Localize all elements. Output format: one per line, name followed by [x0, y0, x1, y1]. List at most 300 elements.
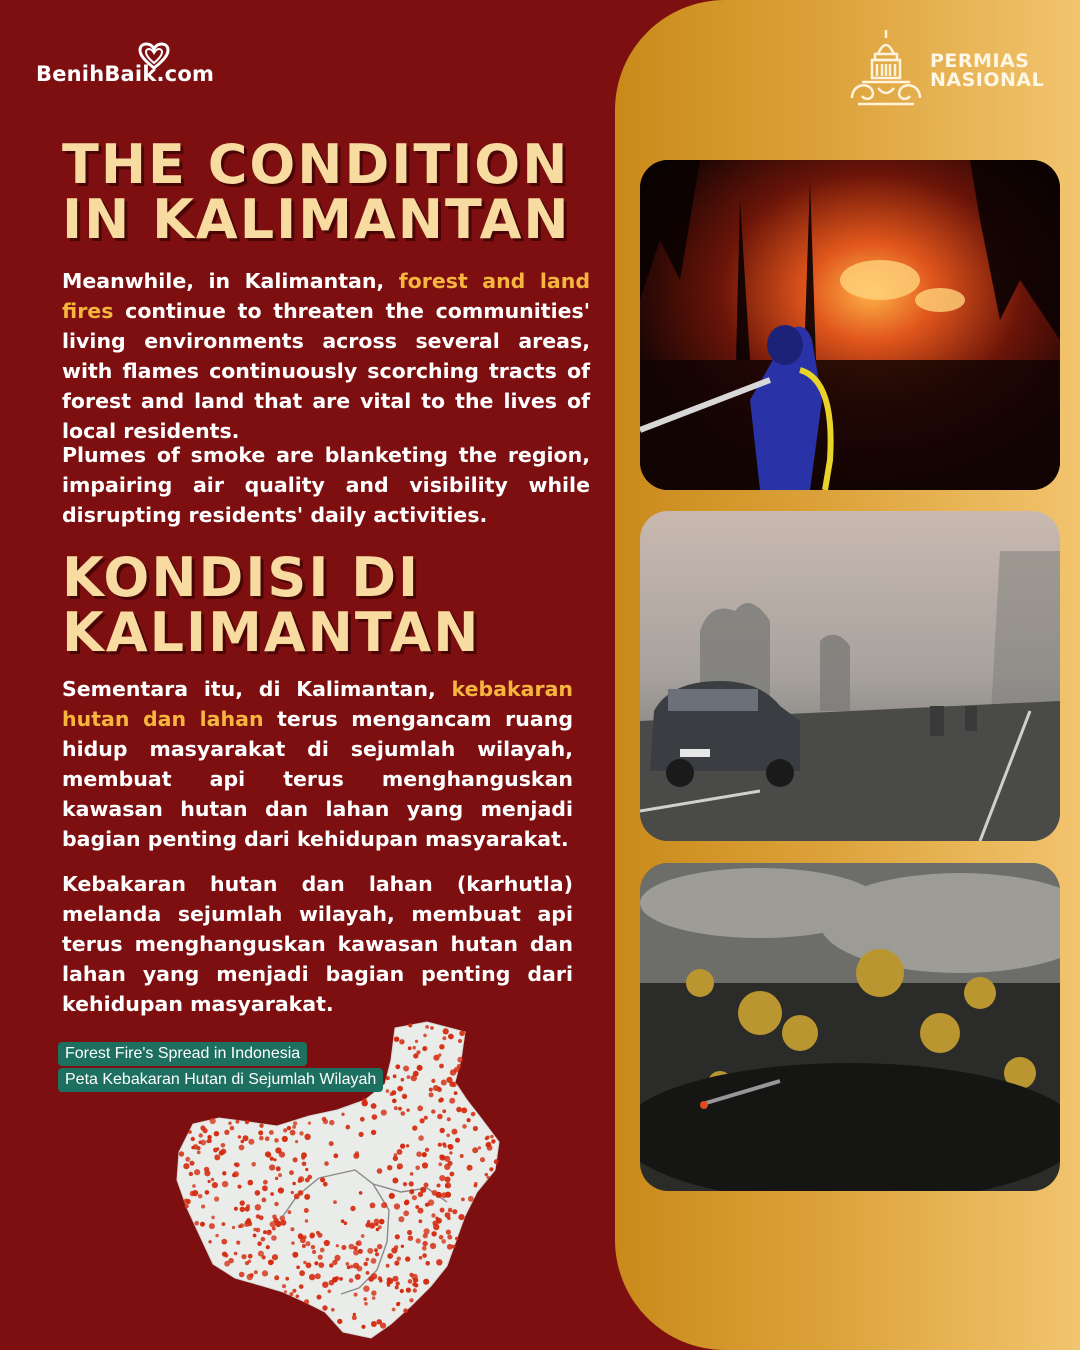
- fire-hotspot-dot: [266, 1230, 272, 1236]
- fire-hotspot-dot: [258, 1251, 264, 1257]
- fire-hotspot-dot: [371, 1258, 377, 1264]
- fire-hotspot-dot: [354, 1293, 358, 1297]
- fire-hotspot-dot: [302, 1244, 306, 1248]
- permias-line1: PERMIAS: [930, 50, 1030, 72]
- fire-hotspot-dot: [489, 1167, 493, 1171]
- fire-hotspot-dot: [424, 1228, 430, 1234]
- fire-hotspot-dot: [406, 1109, 409, 1112]
- fire-hotspot-dot: [207, 1135, 211, 1139]
- fire-hotspot-dot: [283, 1128, 287, 1132]
- fire-hotspot-dot: [222, 1222, 226, 1226]
- fire-hotspot-dot: [449, 1151, 452, 1154]
- fire-hotspot-dot: [408, 1046, 412, 1050]
- fire-hotspot-dot: [323, 1182, 328, 1187]
- fire-hotspot-dot: [301, 1156, 305, 1160]
- fire-hotspot-dot: [403, 1182, 407, 1186]
- fire-hotspot-dot: [296, 1295, 300, 1299]
- fire-hotspot-dot: [261, 1237, 266, 1242]
- fire-hotspot-dot: [311, 1245, 315, 1249]
- fire-hotspot-dot: [438, 1162, 442, 1166]
- fire-hotspot-dot: [371, 1103, 377, 1109]
- english-p1-before: Meanwhile, in Kalimantan,: [62, 269, 385, 293]
- fire-hotspot-dot: [262, 1198, 267, 1203]
- fire-hotspot-dot: [372, 1114, 378, 1120]
- fire-hotspot-dot: [394, 1261, 399, 1266]
- fire-hotspot-dot: [238, 1185, 242, 1189]
- fire-hotspot-dot: [199, 1133, 203, 1137]
- fire-hotspot-dot: [467, 1165, 473, 1171]
- fire-hotspot-dot: [239, 1145, 245, 1151]
- fire-hotspot-dot: [289, 1292, 293, 1296]
- fire-hotspot-dot: [392, 1178, 398, 1184]
- fire-hotspot-dot: [448, 1034, 454, 1040]
- fire-hotspot-dot: [408, 1236, 413, 1241]
- fire-hotspot-dot: [405, 1256, 410, 1261]
- fire-hotspot-dot: [329, 1141, 334, 1146]
- fire-hotspot-dot: [413, 1288, 417, 1292]
- fire-hotspot-dot: [331, 1308, 335, 1312]
- fire-hotspot-dot: [234, 1252, 238, 1256]
- fire-hotspot-dot: [394, 1106, 398, 1110]
- fire-hotspot-dot: [408, 1023, 412, 1027]
- fire-hotspot-dot: [461, 1107, 467, 1113]
- fire-hotspot-dot: [397, 1257, 401, 1261]
- fire-hotspot-dot: [296, 1266, 300, 1270]
- fire-hotspot-dot: [200, 1140, 206, 1146]
- fire-hotspot-dot: [486, 1136, 490, 1140]
- fire-hotspot-dot: [387, 1165, 392, 1170]
- fire-hotspot-dot: [266, 1245, 270, 1249]
- fire-hotspot-dot: [366, 1258, 370, 1262]
- fire-hotspot-dot: [399, 1039, 404, 1044]
- english-paragraph-1: [62, 266, 590, 446]
- fire-hotspot-dot: [189, 1172, 193, 1176]
- fire-hotspot-dot: [472, 1147, 478, 1153]
- fire-hotspot-dot: [322, 1282, 328, 1288]
- fire-hotspot-dot: [251, 1162, 256, 1167]
- fire-hotspot-dot: [431, 1109, 435, 1113]
- fire-hotspot-dot: [336, 1244, 339, 1247]
- fire-hotspot-dot: [241, 1254, 246, 1259]
- fire-hotspot-dot: [316, 1231, 320, 1235]
- fire-hotspot-dot: [236, 1120, 240, 1124]
- fire-hotspot-dot: [212, 1182, 218, 1188]
- fire-hotspot-dot: [388, 1255, 391, 1258]
- fire-hotspot-dot: [197, 1151, 201, 1155]
- fire-hotspot-dot: [474, 1182, 478, 1186]
- fire-hotspot-dot: [291, 1191, 294, 1194]
- fire-hotspot-dot: [386, 1264, 390, 1268]
- fire-hotspot-dot: [346, 1125, 351, 1130]
- fire-hotspot-dot: [183, 1163, 189, 1169]
- fire-hotspot-dot: [455, 1138, 460, 1143]
- fire-hotspot-dot: [208, 1240, 211, 1243]
- fire-hotspot-dot: [422, 1152, 427, 1157]
- fire-hotspot-dot: [423, 1279, 429, 1285]
- fire-hotspot-dot: [318, 1262, 324, 1268]
- fire-hotspot-dot: [367, 1248, 373, 1254]
- fire-hotspot-dot: [314, 1261, 318, 1265]
- fire-hotspot-dot: [257, 1241, 262, 1246]
- fire-hotspot-dot: [418, 1208, 424, 1214]
- fire-hotspot-dot: [196, 1146, 200, 1150]
- fire-hotspot-dot: [353, 1246, 358, 1251]
- fire-hotspot-dot: [379, 1219, 385, 1225]
- fire-hotspot-dot: [473, 1126, 478, 1131]
- fire-hotspot-dot: [324, 1240, 330, 1246]
- fire-hotspot-dot: [244, 1222, 249, 1227]
- fire-hotspot-dot: [436, 1259, 442, 1265]
- fire-hotspot-dot: [238, 1135, 241, 1138]
- fire-hotspot-dot: [438, 1143, 442, 1147]
- fire-hotspot-dot: [440, 1208, 445, 1213]
- fire-hotspot-dot: [259, 1124, 263, 1128]
- fire-hotspot-dot: [339, 1277, 343, 1281]
- fire-hotspot-dot: [460, 1154, 464, 1158]
- fire-hotspot-dot: [293, 1157, 298, 1162]
- fire-hotspot-dot: [184, 1204, 188, 1208]
- fire-hotspot-dot: [362, 1100, 368, 1106]
- fire-hotspot-dot: [454, 1091, 458, 1095]
- english-title: [62, 133, 571, 251]
- fire-hotspot-dot: [347, 1265, 351, 1269]
- fire-hotspot-dot: [265, 1136, 270, 1141]
- fire-hotspot-dot: [425, 1261, 430, 1266]
- fire-hotspot-dot: [394, 1037, 399, 1042]
- fire-hotspot-dot: [222, 1171, 226, 1175]
- fire-hotspot-dot: [462, 1124, 467, 1129]
- fire-hotspot-dot: [273, 1158, 276, 1161]
- fire-hotspot-dot: [285, 1277, 289, 1281]
- fire-hotspot-dot: [429, 1092, 434, 1097]
- fire-hotspot-dot: [375, 1223, 379, 1227]
- fire-hotspot-dot: [415, 1040, 418, 1043]
- fire-hotspot-dot: [401, 1078, 405, 1082]
- fire-hotspot-dot: [417, 1065, 423, 1071]
- smoky-road-photo: [640, 511, 1060, 841]
- fire-hotspot-dot: [433, 1085, 439, 1091]
- fire-hotspot-dot: [208, 1139, 212, 1143]
- fire-hotspot-dot: [349, 1278, 354, 1283]
- fire-hotspot-dot: [201, 1205, 205, 1209]
- fire-hotspot-dot: [274, 1275, 279, 1280]
- fire-hotspot-dot: [270, 1192, 274, 1196]
- fire-hotspot-dot: [423, 1034, 427, 1038]
- fire-hotspot-dot: [395, 1064, 400, 1069]
- fire-hotspot-dot: [332, 1277, 338, 1283]
- fire-hotspot-dot: [413, 1053, 418, 1058]
- fire-hotspot-dot: [368, 1276, 374, 1282]
- fire-hotspot-dot: [322, 1305, 327, 1310]
- english-p1-after: continue to threaten the communities' living environments across several areas, with flames continuously scorching tracts of forest and land that are vital to the lives of local residents.: [62, 299, 590, 443]
- fire-hotspot-dot: [205, 1190, 210, 1195]
- fire-hotspot-dot: [214, 1154, 220, 1160]
- map-legend: [58, 1042, 383, 1094]
- fire-hotspot-dot: [245, 1120, 249, 1124]
- fire-hotspot-dot: [468, 1196, 474, 1202]
- fire-hotspot-dot: [221, 1143, 226, 1148]
- fire-hotspot-dot: [448, 1208, 453, 1213]
- fire-hotspot-dot: [274, 1202, 278, 1206]
- firefighter-photo: [640, 160, 1060, 490]
- fire-hotspot-dot: [381, 1110, 387, 1116]
- fire-hotspot-dot: [454, 1067, 460, 1073]
- fire-hotspot-dot: [422, 1253, 427, 1258]
- indonesian-title-line2: KALIMANTAN: [62, 601, 481, 664]
- fire-hotspot-dot: [371, 1290, 376, 1295]
- fire-hotspot-dot: [222, 1181, 228, 1187]
- fire-hotspot-dot: [377, 1244, 382, 1249]
- fire-hotspot-dot: [355, 1274, 361, 1280]
- fire-hotspot-dot: [211, 1216, 215, 1220]
- fire-hotspot-dot: [425, 1203, 429, 1207]
- fire-hotspot-dot: [440, 1128, 445, 1133]
- fire-hotspot-dot: [370, 1203, 376, 1209]
- fire-hotspot-dot: [274, 1138, 279, 1143]
- fire-hotspot-dot: [412, 1125, 417, 1130]
- burning-forest-aerial-photo: [640, 863, 1060, 1191]
- fire-hotspot-dot: [404, 1200, 409, 1205]
- fire-hotspot-dot: [279, 1152, 285, 1158]
- fire-hotspot-dot: [406, 1288, 411, 1293]
- indonesian-paragraph-2: Kebakaran hutan dan lahan (karhutla) melanda sejumlah wilayah, membuat api terus menghanguskan kawasan hutan dan lahan yang menjadi bagian penting dari kehidupan masyarakat.: [62, 872, 573, 1016]
- fire-hotspot-dot: [315, 1273, 321, 1279]
- fire-hotspot-dot: [442, 1109, 446, 1113]
- permias-line2: NASIONAL: [930, 69, 1045, 91]
- heart-icon: [138, 42, 170, 70]
- fire-hotspot-dot: [248, 1180, 254, 1186]
- fire-hotspot-dot: [386, 1089, 390, 1093]
- fire-hotspot-dot: [291, 1241, 294, 1244]
- fire-hotspot-dot: [392, 1099, 397, 1104]
- fire-hotspot-dot: [272, 1254, 278, 1260]
- fire-hotspot-dot: [299, 1131, 303, 1135]
- fire-hotspot-dot: [456, 1107, 462, 1113]
- fire-hotspot-dot: [259, 1136, 264, 1141]
- fire-hotspot-dot: [441, 1239, 446, 1244]
- fire-hotspot-dot: [449, 1098, 455, 1104]
- fire-hotspot-dot: [439, 1064, 444, 1069]
- fire-hotspot-dot: [245, 1206, 250, 1211]
- fire-hotspot-dot: [353, 1153, 359, 1159]
- fire-hotspot-dot: [422, 1047, 426, 1051]
- fire-hotspot-dot: [439, 1235, 444, 1240]
- fire-hotspot-dot: [253, 1234, 257, 1238]
- fire-hotspot-dot: [361, 1234, 365, 1238]
- fire-hotspot-dot: [430, 1243, 436, 1249]
- fire-hotspot-dot: [375, 1252, 379, 1256]
- fire-hotspot-dot: [401, 1111, 406, 1116]
- fire-hotspot-dot: [236, 1241, 240, 1245]
- fire-hotspot-dot: [320, 1248, 325, 1253]
- fire-hotspot-dot: [425, 1025, 429, 1029]
- fire-hotspot-dot: [364, 1262, 368, 1266]
- fire-hotspot-dot: [350, 1206, 355, 1211]
- fire-hotspot-dot: [378, 1225, 382, 1229]
- fire-hotspot-dot: [323, 1119, 328, 1124]
- fire-hotspot-dot: [208, 1180, 211, 1183]
- fire-hotspot-dot: [288, 1210, 292, 1214]
- fire-hotspot-dot: [320, 1177, 325, 1182]
- fire-hotspot-dot: [255, 1190, 261, 1196]
- fire-hotspot-dot: [446, 1134, 450, 1138]
- fire-hotspot-dot: [290, 1130, 296, 1136]
- fire-hotspot-dot: [243, 1135, 249, 1141]
- fire-hotspot-dot: [452, 1129, 458, 1135]
- fire-hotspot-dot: [452, 1209, 457, 1214]
- fire-hotspot-dot: [403, 1308, 408, 1313]
- fire-hotspot-dot: [457, 1057, 463, 1063]
- fire-hotspot-dot: [247, 1218, 251, 1222]
- fire-hotspot-dot: [262, 1270, 268, 1276]
- fire-hotspot-dot: [409, 1298, 413, 1302]
- fire-hotspot-dot: [424, 1116, 428, 1120]
- fire-hotspot-dot: [450, 1172, 455, 1177]
- fire-hotspot-dot: [445, 1177, 451, 1183]
- fire-hotspot-dot: [235, 1162, 240, 1167]
- capitol-emblem-icon: [848, 26, 924, 108]
- fire-hotspot-dot: [487, 1145, 493, 1151]
- fire-hotspot-dot: [185, 1157, 190, 1162]
- fire-hotspot-dot: [240, 1207, 245, 1212]
- fire-hotspot-dot: [459, 1031, 465, 1037]
- fire-hotspot-dot: [287, 1126, 291, 1130]
- fire-hotspot-dot: [248, 1254, 253, 1259]
- fire-hotspot-dot: [430, 1026, 434, 1030]
- fire-hotspot-dot: [272, 1227, 276, 1231]
- fire-hotspot-dot: [394, 1245, 398, 1249]
- fire-hotspot-dot: [240, 1223, 245, 1228]
- fire-hotspot-dot: [420, 1187, 426, 1193]
- fire-hotspot-dot: [485, 1173, 488, 1176]
- fire-hotspot-dot: [389, 1193, 395, 1199]
- fire-hotspot-dot: [398, 1107, 402, 1111]
- fire-hotspot-dot: [191, 1137, 195, 1141]
- indonesian-p1-before: Sementara itu, di Kalimantan,: [62, 677, 436, 701]
- fire-hotspot-dot: [310, 1234, 315, 1239]
- fire-hotspot-dot: [442, 1036, 446, 1040]
- fire-hotspot-dot: [263, 1180, 268, 1185]
- fire-hotspot-dot: [487, 1176, 490, 1179]
- fire-hotspot-dot: [300, 1237, 306, 1243]
- fire-hotspot-dot: [431, 1231, 436, 1236]
- fire-hotspot-dot: [420, 1118, 425, 1123]
- fire-hotspot-dot: [437, 1114, 443, 1120]
- fire-hotspot-dot: [192, 1184, 196, 1188]
- fire-hotspot-dot: [328, 1290, 332, 1294]
- fire-hotspot-dot: [371, 1130, 376, 1135]
- fire-hotspot-dot: [439, 1155, 443, 1159]
- permias-logo[interactable]: [848, 26, 1058, 108]
- fire-hotspot-dot: [444, 1164, 450, 1170]
- fire-hotspot-dot: [360, 1117, 365, 1122]
- fire-hotspot-dot: [364, 1302, 368, 1306]
- fire-hotspot-dot: [268, 1260, 274, 1266]
- fire-hotspot-dot: [240, 1200, 245, 1205]
- fire-hotspot-dot: [337, 1319, 342, 1324]
- fire-hotspot-dot: [214, 1131, 219, 1136]
- fire-hotspot-dot: [248, 1139, 254, 1145]
- fire-hotspot-dot: [416, 1238, 421, 1243]
- fire-hotspot-dot: [366, 1271, 370, 1275]
- fire-hotspot-dot: [422, 1241, 427, 1246]
- fire-hotspot-dot: [433, 1224, 439, 1230]
- fire-hotspot-dot: [299, 1270, 305, 1276]
- fire-hotspot-dot: [447, 1235, 452, 1240]
- fire-hotspot-dot: [480, 1157, 485, 1162]
- fire-hotspot-dot: [386, 1281, 390, 1285]
- fire-hotspot-dot: [491, 1139, 495, 1143]
- fire-hotspot-dot: [443, 1144, 447, 1148]
- english-title-line2: IN KALIMANTAN: [62, 188, 571, 251]
- permias-logo-text: [930, 52, 1044, 90]
- fire-hotspot-dot: [305, 1219, 308, 1222]
- fire-hotspot-dot: [439, 1044, 444, 1049]
- fire-hotspot-dot: [344, 1221, 348, 1225]
- fire-hotspot-dot: [306, 1262, 312, 1268]
- benihbaik-logo[interactable]: [36, 44, 214, 86]
- fire-hotspot-dot: [292, 1125, 296, 1129]
- indonesian-p1-after: terus mengancam ruang hidup masyarakat di sejumlah wilayah, membuat api terus menghanguskan kawasan hutan dan lahan yang menjadi bagian penting dari kehidupan masyarakat.: [62, 707, 573, 851]
- fire-hotspot-dot: [256, 1228, 261, 1233]
- fire-hotspot-dot: [273, 1218, 278, 1223]
- fire-hotspot-dot: [269, 1130, 274, 1135]
- english-paragraph-2: Plumes of smoke are blanketing the region, impairing air quality and visibility while disrupting residents' daily activities.: [62, 443, 590, 527]
- fire-hotspot-dot: [400, 1144, 405, 1149]
- fire-hotspot-dot: [294, 1194, 300, 1200]
- fire-hotspot-dot: [418, 1135, 424, 1141]
- fire-hotspot-dot: [198, 1194, 203, 1199]
- fire-hotspot-dot: [424, 1183, 429, 1188]
- fire-hotspot-dot: [409, 1181, 414, 1186]
- fire-hotspot-dot: [282, 1284, 286, 1288]
- fire-hotspot-dot: [412, 1195, 417, 1200]
- indonesian-title-line1: KONDISI DI: [62, 546, 421, 609]
- fire-hotspot-dot: [186, 1199, 191, 1204]
- fire-hotspot-dot: [289, 1170, 294, 1175]
- fire-hotspot-dot: [363, 1286, 369, 1292]
- fire-hotspot-dot: [230, 1126, 235, 1131]
- fire-hotspot-dot: [270, 1157, 274, 1161]
- fire-hotspot-dot: [203, 1128, 208, 1133]
- fire-hotspot-dot: [458, 1214, 464, 1220]
- fire-hotspot-dot: [444, 1156, 450, 1162]
- fire-hotspot-dot: [396, 1282, 400, 1286]
- fire-hotspot-dot: [271, 1235, 277, 1241]
- fire-hotspot-dot: [302, 1162, 307, 1167]
- fire-hotspot-dot: [309, 1274, 315, 1280]
- fire-hotspot-dot: [408, 1279, 413, 1284]
- fire-hotspot-dot: [431, 1213, 435, 1217]
- fire-hotspot-dot: [381, 1202, 387, 1208]
- indonesian-paragraph-1: [62, 674, 573, 854]
- fire-hotspot-dot: [400, 1289, 404, 1293]
- fire-hotspot-dot: [407, 1230, 412, 1235]
- fire-hotspot-dot: [402, 1094, 407, 1099]
- fire-hotspot-dot: [233, 1171, 239, 1177]
- fire-hotspot-dot: [439, 1175, 445, 1181]
- fire-hotspot-dot: [361, 1325, 365, 1329]
- fire-hotspot-dot: [478, 1146, 481, 1149]
- fire-hotspot-dot: [411, 1075, 417, 1081]
- fire-hotspot-dot: [406, 1144, 409, 1147]
- fire-hotspot-dot: [435, 1217, 438, 1220]
- fire-hotspot-dot: [224, 1261, 230, 1267]
- fire-hotspot-dot: [396, 1302, 400, 1306]
- fire-hotspot-dot: [278, 1173, 282, 1177]
- fire-hotspot-dot: [179, 1151, 184, 1156]
- fire-hotspot-dot: [372, 1296, 376, 1300]
